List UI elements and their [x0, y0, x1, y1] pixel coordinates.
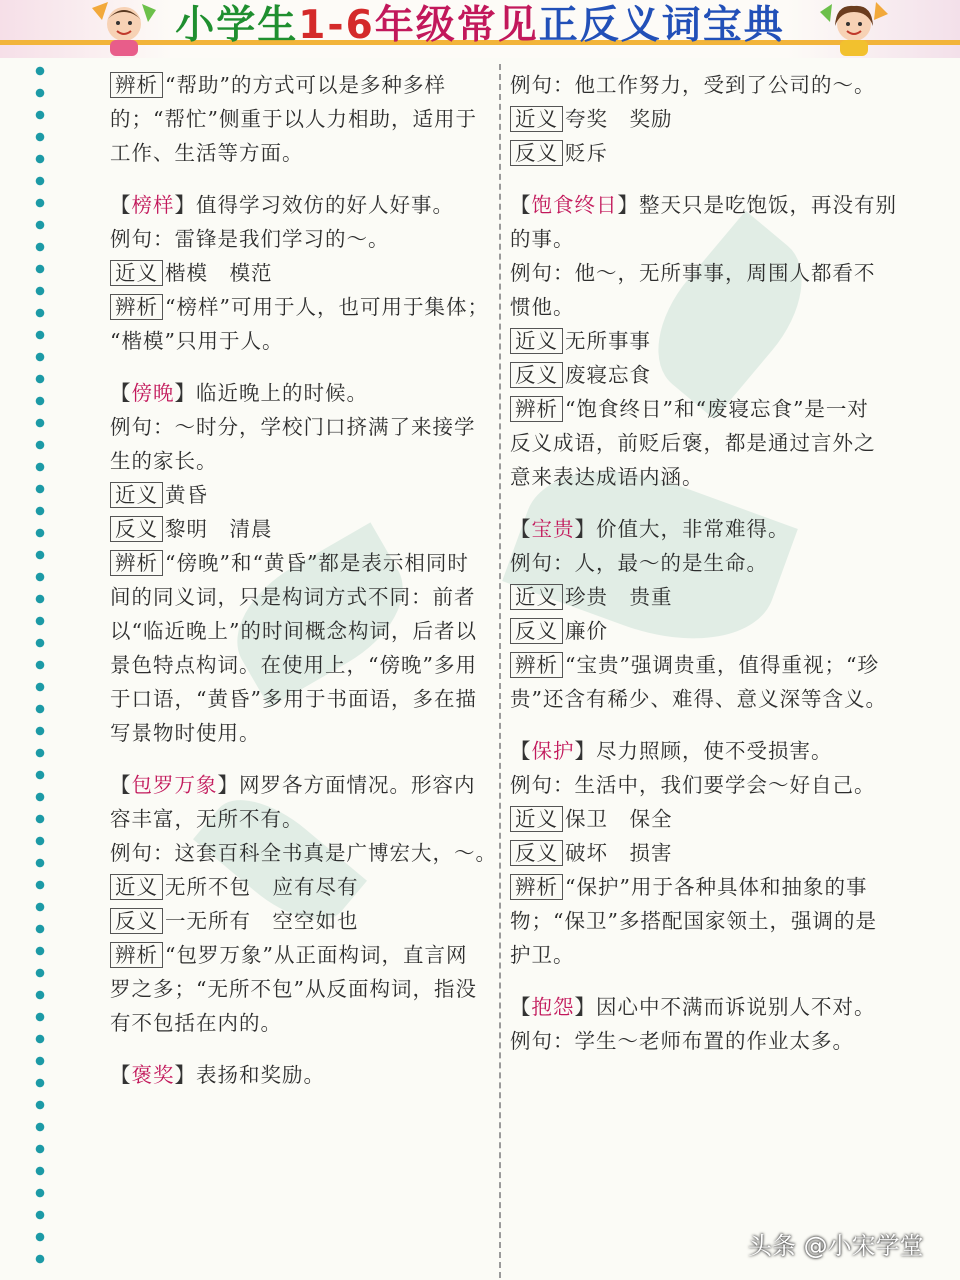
text-line: 辨析 “傍晚”和“黄昏”都是表示相同时 [110, 546, 490, 580]
text-line: 容丰富，无所不有。 [110, 807, 304, 831]
label-tag: 辨析 [510, 874, 563, 900]
text-line: 近义 保卫 保全 [510, 802, 890, 836]
entry-gap [110, 358, 490, 376]
text-line: 反义 一无所有 空空如也 [110, 904, 490, 938]
label-tag: 反义 [110, 516, 163, 542]
dotted-border [32, 60, 48, 1270]
left-column [110, 68, 497, 1092]
text-line: 辨析 “榜样”可用于人，也可用于集体； [110, 290, 490, 324]
label-tag: 近义 [110, 874, 163, 900]
headword: 【榜样】 [110, 193, 196, 217]
text-line: 近义 夸奖 奖励 [510, 102, 890, 136]
text-line: 例句：生活中，我们要学会～好自己。 [510, 773, 876, 797]
text-line: 【榜样】值得学习效仿的好人好事。 [110, 193, 454, 217]
text-line: 辨析 “帮助”的方式可以是多种多样 [110, 68, 490, 102]
page-title [0, 2, 960, 50]
text-line: 【保护】尽力照顾，使不受损害。 [510, 739, 833, 763]
headword: 【抱怨】 [510, 995, 596, 1019]
text-line: 辨析 “饱食终日”和“废寝忘食”是一对 [510, 392, 890, 426]
text-line: 反义 廉价 [510, 614, 890, 648]
label-tag: 近义 [510, 106, 563, 132]
text-line: 例句：他工作努力，受到了公司的～。 [510, 73, 876, 97]
text-line: 例句：人，最～的是生命。 [510, 551, 768, 575]
text-line: 近义 珍贵 贵重 [510, 580, 890, 614]
watermark: 头条 @小宋学堂 [748, 1232, 924, 1260]
label-tag: 近义 [510, 806, 563, 832]
label-tag: 近义 [510, 328, 563, 354]
label-tag: 反义 [510, 140, 563, 166]
text-line: 护卫。 [510, 943, 575, 967]
text-line: 的；“帮忙”侧重于以人力相助，适用于 [110, 107, 477, 131]
headword: 【傍晚】 [110, 381, 196, 405]
text-line: 例句：这套百科全书真是广博宏大，～。 [110, 841, 497, 865]
text-line: 罗之多；“无所不包”从反面构词，指没 [110, 977, 477, 1001]
text-line: 工作、生活等方面。 [110, 141, 304, 165]
text-line: 反义 废寝忘食 [510, 358, 890, 392]
page-header [0, 0, 960, 58]
entry-gap [110, 170, 490, 188]
label-tag: 辨析 [110, 72, 163, 98]
text-line: 例句：雷锋是我们学习的～。 [110, 227, 390, 251]
entry-gap [510, 170, 890, 188]
text-line: 的事。 [510, 227, 575, 251]
entry-gap [510, 972, 890, 990]
text-line: 辨析 “宝贵”强调贵重，值得重视；“珍 [510, 648, 890, 682]
text-line: 近义 楷模 模范 [110, 256, 490, 290]
title-part: 年级常见 [374, 3, 539, 48]
right-column [510, 68, 897, 1058]
label-tag: 反义 [510, 840, 563, 866]
text-line: 惯他。 [510, 295, 575, 319]
text-line: 【抱怨】因心中不满而诉说别人不对。 [510, 995, 876, 1019]
title-part: 1-6 [298, 3, 375, 48]
text-line: “楷模”只用于人。 [110, 329, 284, 353]
text-line: 反义 破坏 损害 [510, 836, 890, 870]
label-tag: 反义 [510, 618, 563, 644]
text-line: 意来表达成语内涵。 [510, 465, 704, 489]
text-line: 例句：～时分，学校门口挤满了来接学 [110, 415, 476, 439]
label-tag: 反义 [110, 908, 163, 934]
text-line: 【包罗万象】网罗各方面情况。形容内 [110, 773, 476, 797]
text-line: 例句：学生～老师布置的作业太多。 [510, 1029, 854, 1053]
text-line: 例句：他～，无所事事，周围人都看不 [510, 261, 876, 285]
text-line: 有不包括在内的。 [110, 1011, 282, 1035]
text-line: 景色特点构词。在使用上，“傍晚”多用 [110, 653, 477, 677]
title-part: 小学生 [175, 3, 299, 48]
entry-gap [110, 1040, 490, 1058]
text-line: 物；“保卫”多搭配国家领土，强调的是 [510, 909, 877, 933]
text-line: 辨析 “包罗万象”从正面构词，直言网 [110, 938, 490, 972]
label-tag: 辨析 [110, 550, 163, 576]
label-tag: 辨析 [110, 942, 163, 968]
label-tag: 近义 [110, 260, 163, 286]
column-divider [499, 64, 501, 1278]
label-tag: 反义 [510, 362, 563, 388]
label-tag: 近义 [510, 584, 563, 610]
label-tag: 辨析 [110, 294, 163, 320]
text-line: 近义 无所事事 [510, 324, 890, 358]
entry-gap [510, 494, 890, 512]
text-line: 写景物时使用。 [110, 721, 261, 745]
girl-cartoon-icon [818, 0, 890, 56]
text-line: 近义 黄昏 [110, 478, 490, 512]
headword: 【包罗万象】 [110, 773, 239, 797]
text-line: 【褒奖】表扬和奖励。 [110, 1063, 325, 1087]
title-part: 正反义词宝典 [538, 3, 785, 48]
text-line: 生的家长。 [110, 449, 218, 473]
text-line: 【宝贵】价值大，非常难得。 [510, 517, 790, 541]
label-tag: 辨析 [510, 652, 563, 678]
entry-gap [110, 750, 490, 768]
text-line: 反义成语，前贬后褒，都是通过言外之 [510, 431, 876, 455]
headword: 【保护】 [510, 739, 596, 763]
text-line: 【傍晚】临近晚上的时候。 [110, 381, 368, 405]
text-line: 反义 贬斥 [510, 136, 890, 170]
text-line: 辨析 “保护”用于各种具体和抽象的事 [510, 870, 890, 904]
text-line: 于口语，“黄昏”多用于书面语，多在描 [110, 687, 477, 711]
text-line: 近义 无所不包 应有尽有 [110, 870, 490, 904]
text-line: 贵”还含有稀少、难得、意义深等含义。 [510, 687, 887, 711]
text-line: 间的同义词，只是构词方式不同：前者 [110, 585, 476, 609]
text-line: 【饱食终日】整天只是吃饱饭，再没有别 [510, 193, 897, 217]
entry-gap [510, 716, 890, 734]
headword: 【宝贵】 [510, 517, 596, 541]
label-tag: 近义 [110, 482, 163, 508]
headword: 【褒奖】 [110, 1063, 196, 1087]
text-line: 以“临近晚上”的时间概念构词，后者以 [110, 619, 477, 643]
text-line: 反义 黎明 清晨 [110, 512, 490, 546]
label-tag: 辨析 [510, 396, 563, 422]
headword: 【饱食终日】 [510, 193, 639, 217]
